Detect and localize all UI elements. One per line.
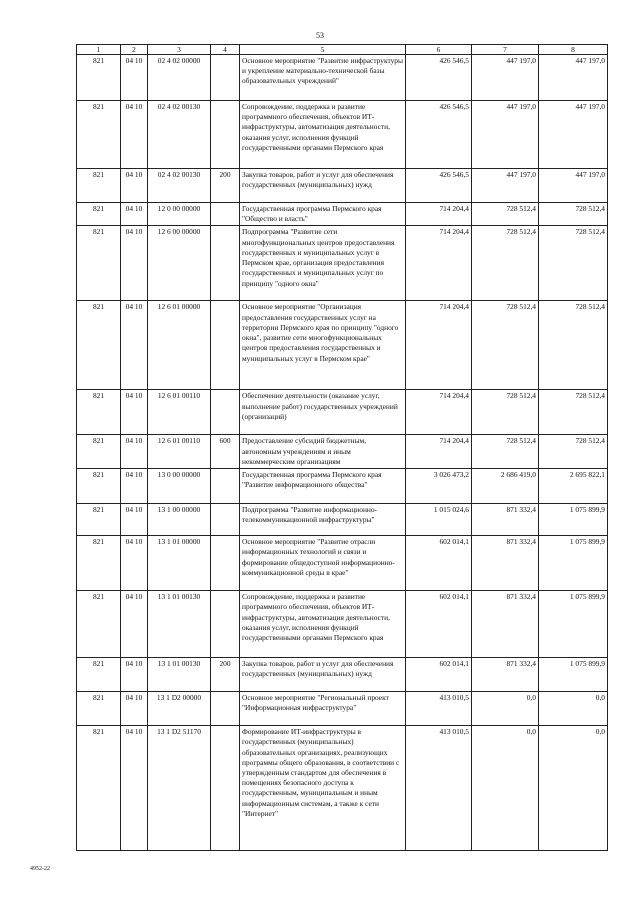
cell-description: Основное мероприятие "Развитие инфраструктуры и укрепление материально-технической базы образовательных учреждений" [240,55,406,101]
cell-amount-year-2: 871 332,4 [472,536,539,591]
cell-description: Основное мероприятие "Организация предоставления государственных услуг на территории Пермского края по принципу "одного окна", развитие сети многофункциональных центров предоставления государственных и муниципальных услуг в Пермском крае" [240,301,406,390]
table-row [77,226,608,301]
cell-expense-type-code [211,390,240,435]
column-header: 6 [406,45,472,55]
cell-expense-type-code [211,692,240,726]
cell-target-article-code: 02 4 02 00130 [148,169,211,203]
cell-admin-code: 821 [77,469,121,504]
cell-amount-year-1: 602 014,1 [406,536,472,591]
cell-description: Основное мероприятие "Развитие отрасли информационных технологий и связи и формирование общедоступной информационно-коммуникационной среды в крае" [240,536,406,591]
cell-section-code: 04 10 [121,692,148,726]
table-row [77,658,608,692]
cell-target-article-code: 13 1 01 00130 [148,658,211,692]
table-row [77,692,608,726]
cell-amount-year-2: 728 512,4 [472,390,539,435]
cell-target-article-code: 12 6 01 00110 [148,390,211,435]
cell-admin-code: 821 [77,658,121,692]
cell-expense-type-code: 600 [211,435,240,469]
cell-amount-year-2: 871 332,4 [472,591,539,658]
cell-description: Основное мероприятие "Региональный проект "Информационная инфраструктура" [240,692,406,726]
cell-amount-year-2: 728 512,4 [472,301,539,390]
cell-target-article-code: 13 1 00 00000 [148,504,211,536]
cell-description: Обеспечение деятельности (оказание услуг, выполнение работ) государственных учреждений (организаций) [240,390,406,435]
cell-amount-year-2: 871 332,4 [472,658,539,692]
cell-amount-year-2: 447 197,0 [472,55,539,101]
table-row [77,591,608,658]
cell-expense-type-code: 200 [211,658,240,692]
cell-amount-year-3: 728 512,4 [539,226,608,301]
cell-amount-year-1: 413 010,5 [406,726,472,851]
cell-amount-year-1: 602 014,1 [406,658,472,692]
cell-target-article-code: 12 6 01 00110 [148,435,211,469]
cell-admin-code: 821 [77,726,121,851]
cell-target-article-code: 12 0 00 00000 [148,203,211,226]
cell-amount-year-3: 1 075 899,9 [539,536,608,591]
cell-amount-year-1: 602 014,1 [406,591,472,658]
cell-amount-year-1: 426 546,5 [406,169,472,203]
cell-section-code: 04 10 [121,591,148,658]
cell-amount-year-2: 447 197,0 [472,101,539,169]
cell-amount-year-3: 1 075 899,9 [539,658,608,692]
cell-amount-year-2: 0,0 [472,726,539,851]
cell-amount-year-1: 714 204,4 [406,203,472,226]
table-row [77,101,608,169]
cell-amount-year-2: 447 197,0 [472,169,539,203]
cell-amount-year-3: 1 075 899,9 [539,591,608,658]
cell-section-code: 04 10 [121,658,148,692]
cell-section-code: 04 10 [121,390,148,435]
cell-admin-code: 821 [77,55,121,101]
cell-amount-year-3: 447 197,0 [539,101,608,169]
cell-amount-year-2: 728 512,4 [472,203,539,226]
column-header: 7 [472,45,539,55]
cell-amount-year-1: 3 026 473,2 [406,469,472,504]
cell-admin-code: 821 [77,390,121,435]
table-row [77,536,608,591]
table-row [77,203,608,226]
cell-expense-type-code [211,55,240,101]
cell-expense-type-code [211,504,240,536]
table-row [77,726,608,851]
cell-admin-code: 821 [77,169,121,203]
cell-description: Закупка товаров, работ и услуг для обеспечения государственных (муниципальных) нужд [240,169,406,203]
cell-target-article-code: 12 6 01 00000 [148,301,211,390]
cell-amount-year-1: 1 015 024,6 [406,504,472,536]
cell-description: Закупка товаров, работ и услуг для обеспечения государственных (муниципальных) нужд [240,658,406,692]
cell-description: Государственная программа Пермского края "Общество и власть" [240,203,406,226]
cell-amount-year-1: 714 204,4 [406,435,472,469]
cell-admin-code: 821 [77,504,121,536]
table-header-row [77,45,608,55]
cell-amount-year-2: 2 686 419,0 [472,469,539,504]
cell-target-article-code: 12 6 00 00000 [148,226,211,301]
cell-section-code: 04 10 [121,301,148,390]
cell-section-code: 04 10 [121,536,148,591]
cell-admin-code: 821 [77,101,121,169]
cell-expense-type-code [211,591,240,658]
cell-section-code: 04 10 [121,55,148,101]
cell-amount-year-3: 447 197,0 [539,55,608,101]
cell-expense-type-code [211,469,240,504]
cell-target-article-code: 13 1 01 00130 [148,591,211,658]
cell-amount-year-3: 728 512,4 [539,203,608,226]
column-header: 4 [211,45,240,55]
column-header: 1 [77,45,121,55]
cell-amount-year-1: 714 204,4 [406,226,472,301]
cell-description: Сопровождение, поддержка и развитие программного обеспечения, объектов ИТ-инфраструктуры, автоматизация деятельности, оказания услуг, исполнения функций государственными органами Пермского края [240,591,406,658]
cell-expense-type-code [211,203,240,226]
cell-expense-type-code [211,226,240,301]
cell-admin-code: 821 [77,301,121,390]
cell-amount-year-3: 728 512,4 [539,435,608,469]
cell-description: Государственная программа Пермского края "Развитие информационного общества" [240,469,406,504]
cell-admin-code: 821 [77,203,121,226]
cell-amount-year-1: 714 204,4 [406,301,472,390]
cell-expense-type-code [211,301,240,390]
cell-target-article-code: 02 4 02 00130 [148,101,211,169]
cell-amount-year-3: 2 695 822,1 [539,469,608,504]
cell-target-article-code: 13 1 01 00000 [148,536,211,591]
column-header: 2 [121,45,148,55]
cell-description: Подпрограмма "Развитие информационно-телекоммуникационной инфраструктуры" [240,504,406,536]
cell-amount-year-2: 728 512,4 [472,435,539,469]
cell-amount-year-1: 413 010,5 [406,692,472,726]
column-header: 8 [539,45,608,55]
cell-admin-code: 821 [77,536,121,591]
cell-expense-type-code [211,536,240,591]
cell-admin-code: 821 [77,692,121,726]
table-row [77,301,608,390]
cell-expense-type-code: 200 [211,169,240,203]
cell-amount-year-2: 871 332,4 [472,504,539,536]
table-row [77,169,608,203]
column-header: 5 [240,45,406,55]
table-row [77,435,608,469]
cell-section-code: 04 10 [121,226,148,301]
cell-admin-code: 821 [77,435,121,469]
cell-section-code: 04 10 [121,203,148,226]
cell-description: Сопровождение, поддержка и развитие программного обеспечения, объектов ИТ-инфраструктуры, автоматизация деятельности, оказания услуг, исполнения функций государственными органами Пермского края [240,101,406,169]
table-row [77,469,608,504]
footer-code: 4952-22 [30,866,50,872]
cell-expense-type-code [211,726,240,851]
cell-section-code: 04 10 [121,435,148,469]
cell-amount-year-3: 728 512,4 [539,390,608,435]
cell-target-article-code: 02 4 02 00000 [148,55,211,101]
cell-expense-type-code [211,101,240,169]
cell-description: Формирование ИТ-инфраструктуры в государственных (муниципальных) образовательных организациях, реализующих программы общего образования, в соответствии с утвержденным стандартом для обеспечения в помещениях безопасного доступа к государственным, муниципальным и иным информационным системам, а также к сети "Интернет" [240,726,406,851]
cell-amount-year-1: 426 546,5 [406,101,472,169]
page-number: 53 [316,31,324,40]
cell-amount-year-3: 0,0 [539,692,608,726]
cell-target-article-code: 13 1 D2 51170 [148,726,211,851]
cell-amount-year-3: 0,0 [539,726,608,851]
cell-section-code: 04 10 [121,169,148,203]
cell-amount-year-3: 447 197,0 [539,169,608,203]
cell-amount-year-3: 1 075 899,9 [539,504,608,536]
cell-target-article-code: 13 1 D2 00000 [148,692,211,726]
cell-section-code: 04 10 [121,726,148,851]
cell-description: Предоставление субсидий бюджетным, автономным учреждениям и иным некоммерческим организациям [240,435,406,469]
cell-section-code: 04 10 [121,101,148,169]
column-header: 3 [148,45,211,55]
cell-admin-code: 821 [77,591,121,658]
table-row [77,55,608,101]
table-row [77,390,608,435]
cell-amount-year-1: 426 546,5 [406,55,472,101]
cell-amount-year-3: 728 512,4 [539,301,608,390]
cell-amount-year-2: 728 512,4 [472,226,539,301]
budget-table [76,44,608,851]
cell-section-code: 04 10 [121,469,148,504]
cell-target-article-code: 13 0 00 00000 [148,469,211,504]
cell-admin-code: 821 [77,226,121,301]
table-row [77,504,608,536]
cell-description: Подпрограмма "Развитие сети многофункциональных центров предоставления государственных и муниципальных услуг в Пермском крае, организация предоставления государственных и муниципальных услуг по принципу "одного окна" [240,226,406,301]
cell-amount-year-1: 714 204,4 [406,390,472,435]
cell-amount-year-2: 0,0 [472,692,539,726]
cell-section-code: 04 10 [121,504,148,536]
